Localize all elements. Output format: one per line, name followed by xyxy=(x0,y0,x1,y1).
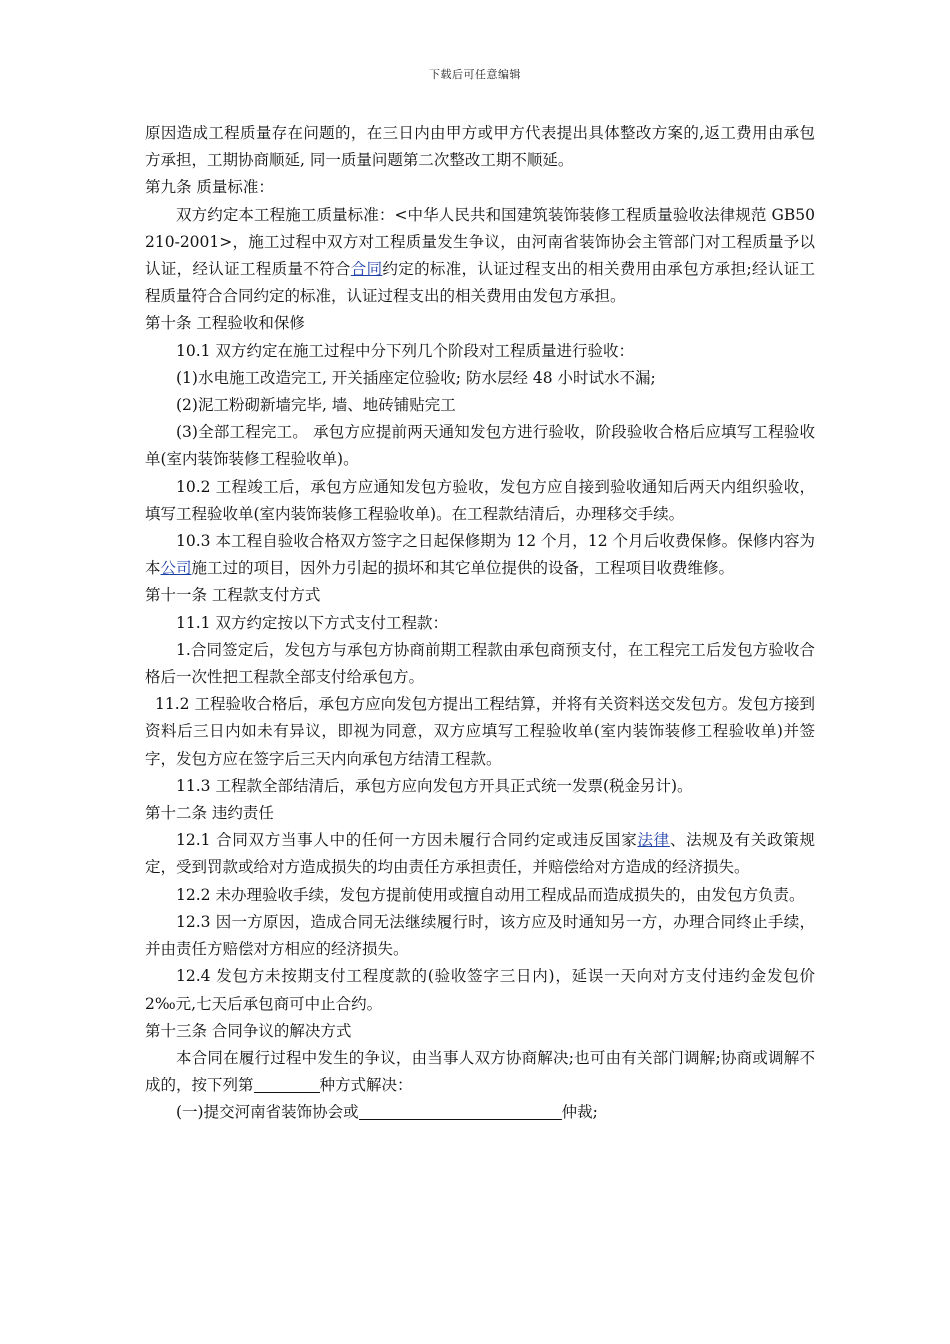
section-heading-9: 第九条 质量标准： xyxy=(145,178,274,197)
clause-11-2: 11.2 工程验收合格后，承包方应向发包方提出工程结算，并将有关资料送交发包方。发包方接到资料后三日内如未有异议，即视为同意，双方应填写工程验收单(室内装饰装修工程验收单)并签字，发包方应在签字后三天内向承包方结清工程款。 xyxy=(145,695,815,768)
section-heading-13: 第十三条 合同争议的解决方式 xyxy=(145,1021,352,1040)
section-heading-10: 第十条 工程验收和保修 xyxy=(145,314,305,333)
clause-12-3: 12.3 因一方原因，造成合同无法继续履行时，该方应及时通知另一方，办理合同终止手续，并由责任方赔偿对方相应的经济损失。 xyxy=(145,912,815,959)
clause-13-item-1 xyxy=(145,1099,815,1126)
clause-11-1-item-1: 1.合同签定后，发包方与承包方协商前期工程款由承包商预支付，在工程完工后发包方验收合格后一次性把工程款全部支付给承包方。 xyxy=(145,640,815,687)
fill-in-blank[interactable] xyxy=(254,1076,320,1093)
clause-10-2: 10.2 工程竣工后，承包方应通知发包方验收，发包方应自接到验收通知后两天内组织验收，填写工程验收单(室内装饰装修工程验收单)。在工程款结清后，办理移交手续。 xyxy=(145,477,815,523)
document-body xyxy=(145,120,815,1127)
clause-13 xyxy=(145,1045,815,1099)
law-link[interactable]: 法律 xyxy=(637,831,670,850)
company-link[interactable]: 公司 xyxy=(160,559,192,578)
paragraph-quality-standard xyxy=(145,202,815,311)
text: 、法规及有关政策规定，受到罚款或给对方造成损失的均由责任方承担责任，并赔偿给对方造成的经济损失。 xyxy=(145,831,815,877)
clause-12-1 xyxy=(145,827,815,881)
text: 本合同在履行过程中发生的争议，由当事人双方协商解决;也可由有关部门调解;协商或调解不成的，按下列第 xyxy=(145,1048,815,1095)
clause-10-1-item-2: (2)泥工粉砌新墙完毕, 墙、地砖铺贴完工 xyxy=(176,396,456,415)
text: 约定的标准，认证过程支出的相关费用由承包方承担;经认证工程质量符合合同约定的标准，认证过程支出的相关费用由发包方承担。 xyxy=(145,260,815,306)
clause-11-1: 11.1 双方约定按以下方式支付工程款： xyxy=(176,613,448,632)
clause-10-1-item-1: (1)水电施工改造完工, 开关插座定位验收; 防水层经 48 小时试水不漏; xyxy=(176,368,656,387)
clause-11-3: 11.3 工程款全部结清后，承包方应向发包方开具正式统一发票(税金另计)。 xyxy=(176,776,693,795)
paragraph-continuation: 原因造成工程质量存在问题的，在三日内由甲方或甲方代表提出具体整改方案的,返工费用由承包方承担，工期协商顺延, 同一质量问题第二次整改工期不顺延。 xyxy=(145,124,815,170)
text: 12.1 合同双方当事人中的任何一方因未履行合同约定或违反国家 xyxy=(176,831,638,850)
contract-link[interactable]: 合同 xyxy=(350,260,383,279)
text: 仲裁; xyxy=(561,1103,598,1122)
text: (一)提交河南省装饰协会或 xyxy=(176,1103,359,1122)
text: 10.3 本工程自验收合格双方签字之日起保修期为 12 个月，12 个月后收费保修。保修内容为本 xyxy=(145,532,815,578)
clause-10-3 xyxy=(145,528,815,582)
clause-12-4: 12.4 发包方未按期支付工程度款的(验收签字三日内)，延误一天向对方支付违约金发包价 2‰元,七天后承包商可中止合约。 xyxy=(145,967,815,1013)
section-heading-11: 第十一条 工程款支付方式 xyxy=(145,586,321,605)
section-heading-12: 第十二条 违约责任 xyxy=(145,804,274,823)
text: 双方约定本工程施工质量标准：<中华人民共和国建筑装饰装修工程质量验收法律规范 GB50210-2001>，施工过程中双方对工程质量发生争议，由河南省装饰协会主管部门对工程质量予以认证，经认证工程质量不符合 xyxy=(145,205,815,279)
clause-10-1-item-3: (3)全部工程完工。 承包方应提前两天通知发包方进行验收，阶段验收合格后应填写工程验收单(室内装饰装修工程验收单)。 xyxy=(145,423,815,469)
fill-in-blank[interactable] xyxy=(359,1103,562,1120)
text: 种方式解决： xyxy=(319,1076,413,1095)
clause-12-2: 12.2 未办理验收手续，发包方提前使用或擅自动用工程成品而造成损失的，由发包方负责。 xyxy=(176,885,805,904)
clause-10-1: 10.1 双方约定在施工过程中分下列几个阶段对工程质量进行验收： xyxy=(176,341,634,360)
page-header: 下载后可任意编辑 xyxy=(429,68,521,81)
text: 施工过的项目，因外力引起的损坏和其它单位提供的设备，工程项目收费维修。 xyxy=(191,559,735,578)
